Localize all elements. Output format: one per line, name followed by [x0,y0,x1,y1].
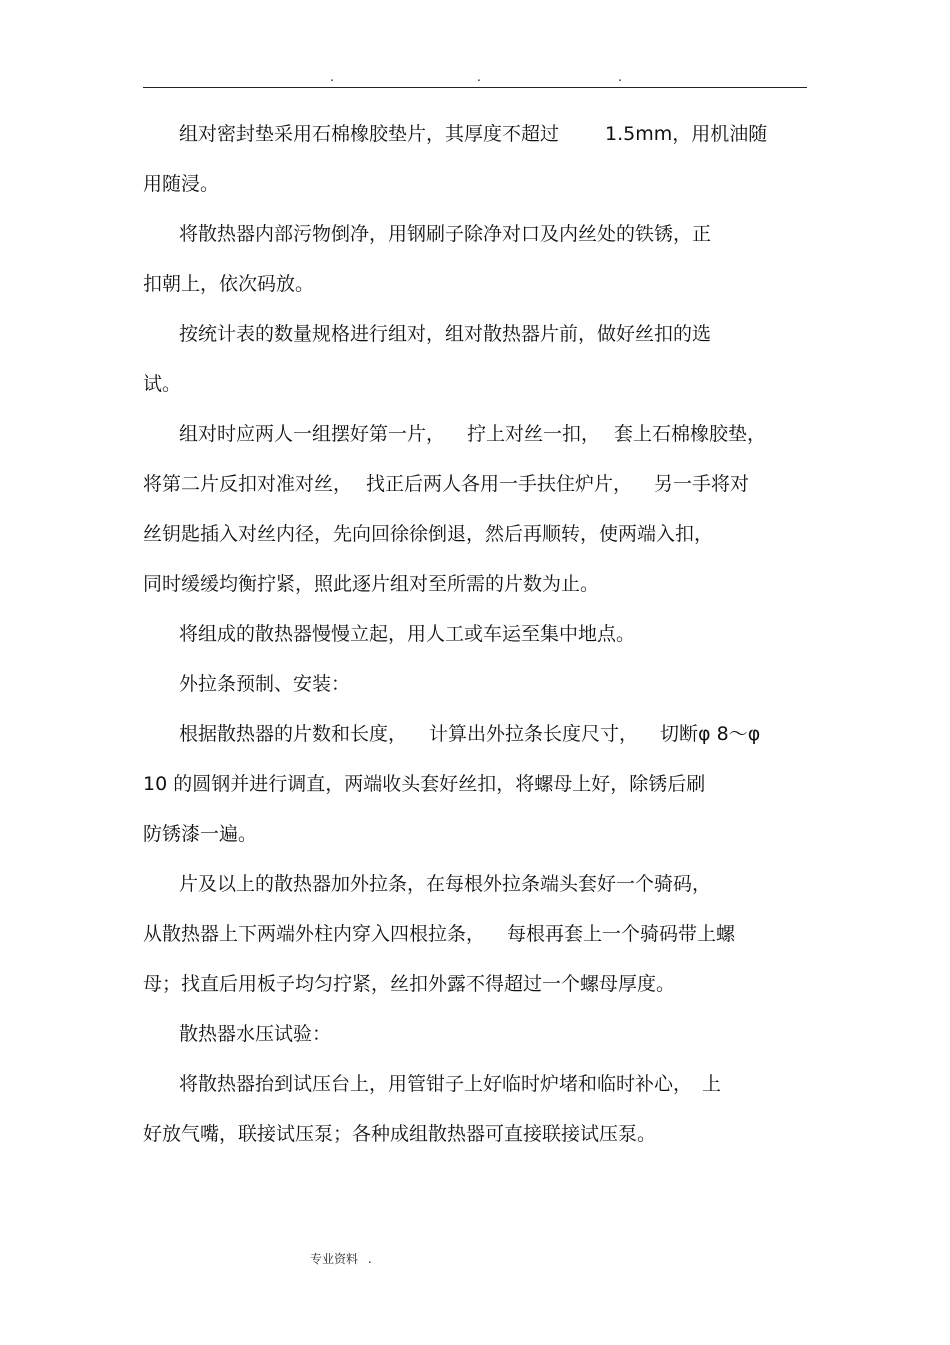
paragraph-line: 防锈漆一遍。 [143,823,258,845]
text-run: 套上石棉橡胶垫， [614,423,767,445]
text-run: ，用机油随 [672,123,768,145]
header-dots [0,70,950,84]
text-run: 1.5mm [605,123,673,145]
text-run: 另一手将对 [654,473,750,495]
footer-label: 专业资料 [310,1252,359,1266]
document-body [143,122,823,1147]
header-dot: . [330,70,334,84]
text-run: 组对密封垫采用石棉橡胶垫片，其厚度不超过 [179,123,560,145]
paragraph-line [143,722,823,747]
paragraph-line: 扣朝上，依次码放。 [143,273,315,295]
paragraph-line: 散热器水压试验： [179,1023,332,1045]
text-run: 将第二片反扣对准对丝， [143,473,353,495]
paragraph-line: 母；找直后用板子均匀拧紧，丝扣外露不得超过一个螺母厚度。 [143,973,676,995]
paragraph-line: 好放气嘴，联接试压泵；各种成组散热器可直接联接试压泵。 [143,1123,657,1145]
text-run: 从散热器上下两端外柱内穿入四根拉条， [143,923,486,945]
footer-dot: . [367,1252,372,1266]
text-run: 根据散热器的片数和长度， [179,723,408,745]
paragraph-line: 丝钥匙插入对丝内径，先向回徐徐倒退，然后再顺转，使两端入扣， [143,523,714,545]
paragraph-line: 将组成的散热器慢慢立起，用人工或车运至集中地点。 [179,623,636,645]
paragraph-line [143,122,823,147]
paragraph-line [143,422,823,447]
header-dot: . [618,70,622,84]
paragraph-line: 试。 [143,373,182,395]
paragraph-line [143,922,823,947]
paragraph-line [143,1072,823,1097]
text-run: 切断φ 8～φ [660,723,761,745]
text-run: 计算出外拉条长度尺寸， [429,723,639,745]
paragraph-line: 用随浸。 [143,173,220,195]
header-rule [143,87,807,88]
paragraph-line: 同时缓缓均衡拧紧，照此逐片组对至所需的片数为止。 [143,573,600,595]
header-dot: . [477,70,481,84]
paragraph-line [143,472,823,497]
paragraph-line: 10 的圆钢并进行调直，两端收头套好丝扣，将螺母上好，除锈后刷 [143,773,706,795]
text-run: 上 [702,1073,722,1095]
paragraph-line: 将散热器内部污物倒净，用钢刷子除净对口及内丝处的铁锈，正 [179,223,712,245]
page-footer [310,1252,372,1266]
paragraph-line: 片及以上的散热器加外拉条，在每根外拉条端头套好一个骑码， [179,873,712,895]
text-run: 每根再套上一个骑码带上螺 [507,923,736,945]
paragraph-line: 外拉条预制、安装： [179,673,351,695]
text-run: 组对时应两人一组摆好第一片， [179,423,446,445]
text-run: 拧上对丝一扣， [467,423,601,445]
text-run: 找正后两人各用一手扶住炉片， [366,473,633,495]
text-run: 将散热器抬到试压台上，用管钳子上好临时炉堵和临时补心， [179,1073,693,1095]
paragraph-line: 按统计表的数量规格进行组对，组对散热器片前，做好丝扣的选 [179,323,712,345]
